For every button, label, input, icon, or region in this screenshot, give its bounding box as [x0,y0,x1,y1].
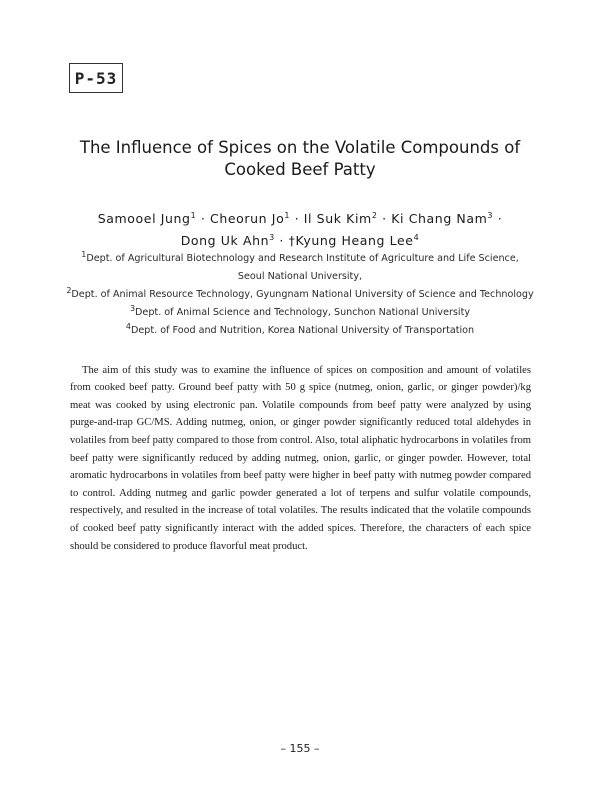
author-name: †Kyung Heang Lee [288,233,414,249]
author-separator: · [290,211,304,227]
author-separator: · [377,211,392,227]
affiliation-line [60,248,540,266]
affiliation-line [60,284,540,302]
author-name: Dong Uk Ahn [180,233,270,249]
author-sup: 1 [190,211,197,220]
author-line-1 [60,206,540,228]
affiliation-text: Dept. of Animal Science and Technology, Sunchon National University [135,307,471,319]
author-name: Samooel Jung [97,211,191,227]
affiliation-line [60,266,540,284]
page-number: – 155 – [280,742,320,755]
affiliation-sup: 2 [66,285,72,295]
affiliation-list [60,248,540,338]
poster-id-text: P-53 [74,68,118,88]
author-sup: 2 [371,211,378,220]
affiliation-text: Dept. of Agricultural Biotechnology and Research Institute of Agriculture and Life Science, [86,253,519,265]
author-sup: 1 [284,211,291,220]
affiliation-line [60,302,540,320]
poster-id-badge [69,63,123,93]
affiliation-sup: 1 [81,250,87,259]
author-sup: 3 [487,211,494,220]
author-list [60,206,540,250]
author-sup: 4 [413,233,420,243]
author-separator: · [493,211,503,227]
author-name: Ki Chang Nam [391,211,488,227]
author-separator: · [196,211,211,227]
abstract-paragraph: The aim of this study was to examine the influence of spices on composition and amount of volatiles from cooked beef patty. Ground beef patty with 50 g spice (nutmeg, onion, garlic, or ginger powder)/kg meat was cooked by using electronic pan. Volatile compounds from beef patty were analyzed by using purge-and-trap GC/MS. Adding nutmeg, onion, or ginger powder significantly reduced total aldehydes in volatiles from beef patty compared to those from control. Also, total aliphatic hydrocarbons in volatiles from beef patty were significantly reduced by adding nutmeg, onion, garlic, or ginger powder. However, total aromatic hydrocarbons in volatiles from beef patty were higher in beef patty with nutmeg powder compared to control. Adding nutmeg and garlic powder generated a lot of terpens and sulfur volatile compounds, respectively, and resulted in the increase of total volatiles. The results indicated that the volatile compounds of cooked beef patty significantly interact with the added spices. Therefore, the characters of each spice should be considered to produce flavorful meat product. [70,364,532,552]
affiliation-text: Dept. of Animal Resource Technology, Gyungnam National University of Science and Technology [71,289,534,301]
affiliation-line [60,320,540,338]
author-name: Il Suk Kim [303,211,372,227]
author-sup: 3 [269,233,275,243]
title-line-1: The Influence of Spices on the Volatile Compounds of [79,138,521,157]
author-line-2 [60,228,540,250]
affiliation-text: Seoul National University, [237,271,363,283]
affiliation-text: Dept. of Food and Nutrition, Korea National University of Transportation [131,325,475,337]
affiliation-sup: 3 [129,303,136,313]
author-separator: · [274,233,289,249]
title-line-2: Cooked Beef Patty [224,160,376,179]
author-name: Cheorun Jo [210,211,285,227]
affiliation-sup: 4 [125,321,131,331]
paper-title [60,137,540,181]
